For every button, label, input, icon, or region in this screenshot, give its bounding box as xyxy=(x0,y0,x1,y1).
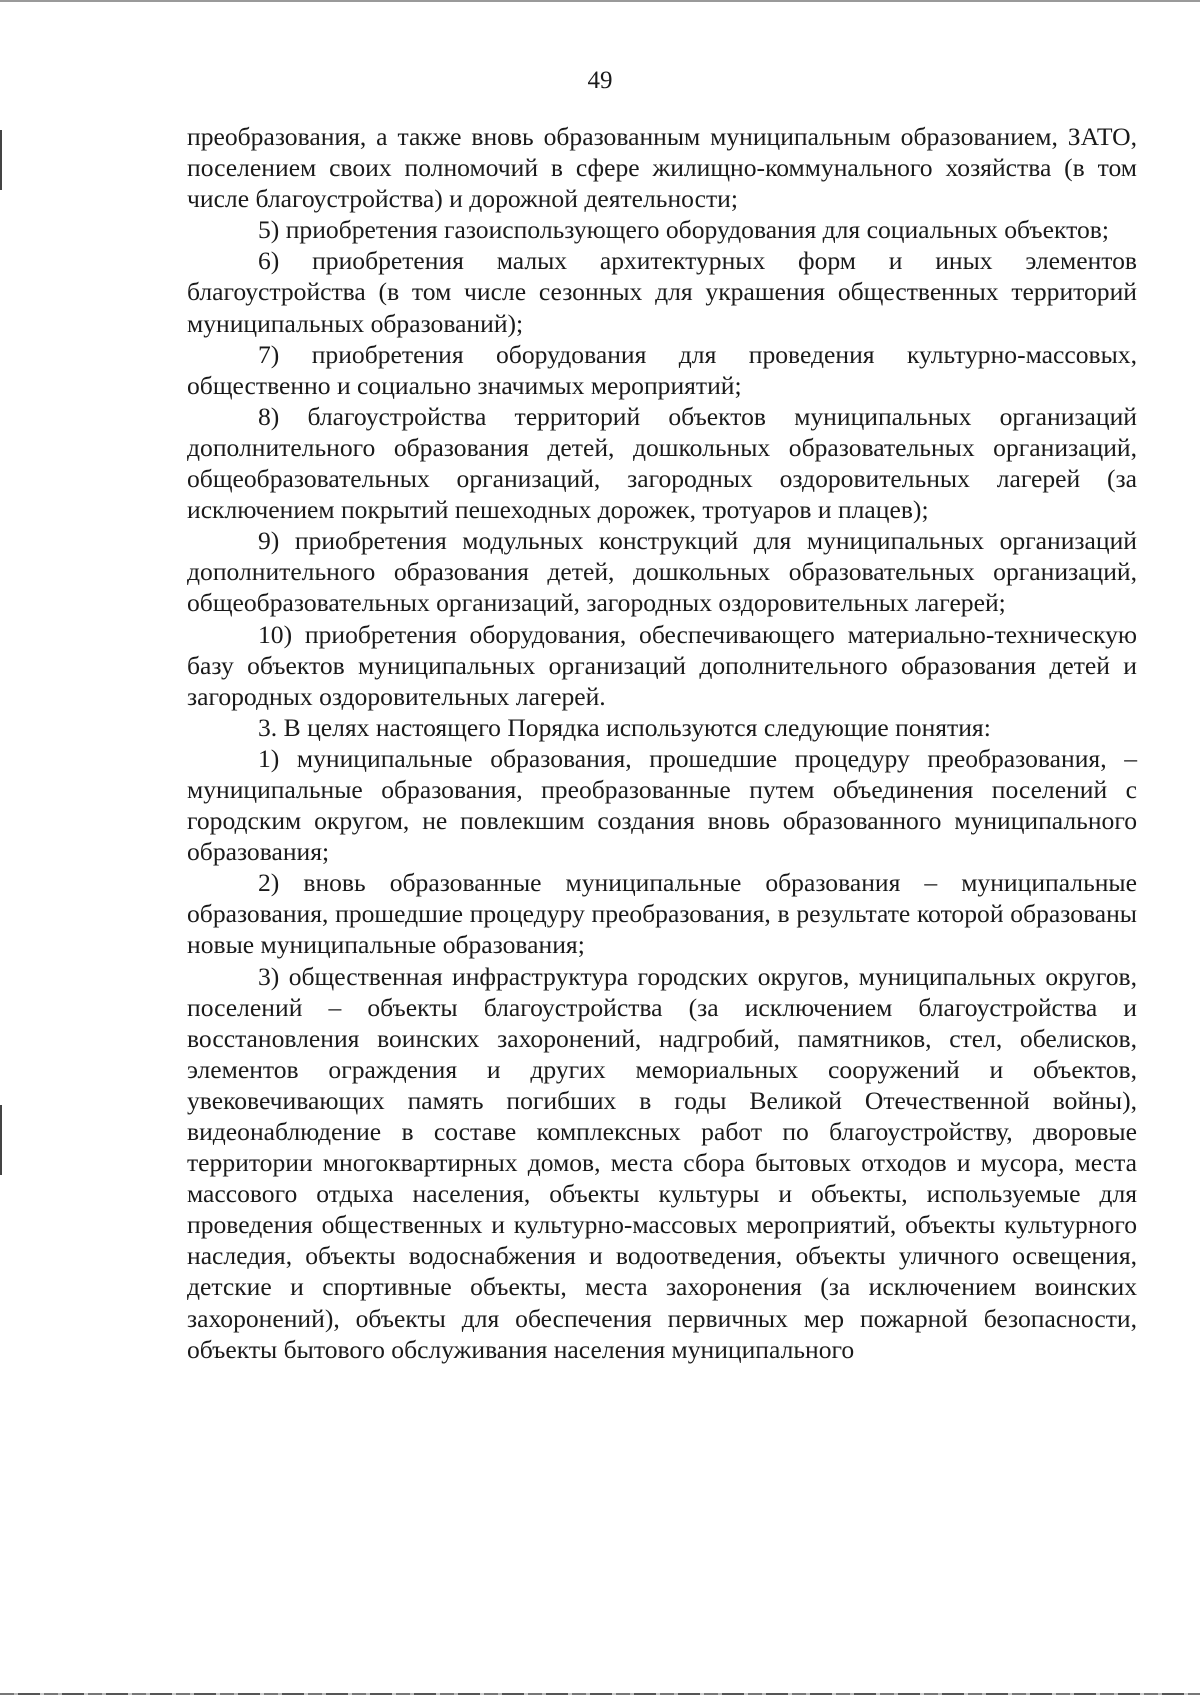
list-item: 5) приобретения газоиспользующего оборудования для социальных объектов; xyxy=(258,215,1109,245)
scan-edge-top xyxy=(0,0,1200,2)
scan-edge-mark xyxy=(0,1105,2,1175)
list-item: 9) приобретения модульных конструкций для муниципальных организаций дополнительного образования детей, дошкольных образовательных организаций, общеобразовательных организаций, загородных оздоровительных лагерей; xyxy=(187,526,1137,618)
list-item: 8) благоустройства территорий объектов муниципальных организаций дополнительного образования детей, дошкольных образовательных организаций, общеобразовательных организаций, загородных оздоровительных лагерей (за исключением покрытий пешеходных дорожек, тротуаров и плацев); xyxy=(187,401,1137,525)
document-body xyxy=(187,121,1137,1365)
definition-item: 2) вновь образованные муниципальные образования – муниципальные образования, прошедшие процедуру преобразования, в результате которой образованы новые муниципальные образования; xyxy=(187,868,1137,960)
page-number: 49 xyxy=(587,67,613,94)
section-paragraph: 3. В целях настоящего Порядка используются следующие понятия: xyxy=(258,712,991,742)
paragraph: преобразования, а также вновь образованным муниципальным образованием, ЗАТО, поселением своих полномочий в сфере жилищно-коммунального хозяйства (в том числе благоустройства) и дорожной деятельности; xyxy=(187,122,1137,214)
list-item: 10) приобретения оборудования, обеспечивающего материально-техническую базу объектов муниципальных организаций дополнительного образования детей и загородных оздоровительных лагерей. xyxy=(187,619,1137,711)
scan-edge-bottom xyxy=(0,1693,1200,1695)
list-item: 6) приобретения малых архитектурных форм и иных элементов благоустройства (в том числе сезонных для украшения общественных территорий муниципальных образований); xyxy=(187,246,1137,338)
definition-item: 3) общественная инфраструктура городских округов, муниципальных округов, поселений – объекты благоустройства (за исключением благоустройства и восстановления воинских захоронений, надгробий, памятников, стел, обелисков, элементов ограждения и других мемориальных сооружений и объектов, увековечивающих память погибших в годы Великой Отечественной войны), видеонаблюдение в составе комплексных работ по благоустройству, дворовые территории многоквартирных домов, места сбора бытовых отходов и мусора, места массового отдыха населения, объекты культуры и объекты, используемые для проведения общественных и культурно-массовых мероприятий, объекты культурного наследия, объекты водоснабжения и водоотведения, объекты уличного освещения, детские и спортивные объекты, места захоронения (за исключением воинских захоронений), объекты для обеспечения первичных мер пожарной безопасности, объекты бытового обслуживания населения муниципального xyxy=(187,961,1137,1364)
scan-edge-mark xyxy=(0,130,2,190)
definition-item: 1) муниципальные образования, прошедшие процедуру преобразования, – муниципальные образования, преобразованные путем объединения поселений с городским округом, не повлекшим создания вновь образованного муниципального образования; xyxy=(187,743,1137,867)
list-item: 7) приобретения оборудования для проведения культурно-массовых, общественно и социально значимых мероприятий; xyxy=(187,339,1137,400)
